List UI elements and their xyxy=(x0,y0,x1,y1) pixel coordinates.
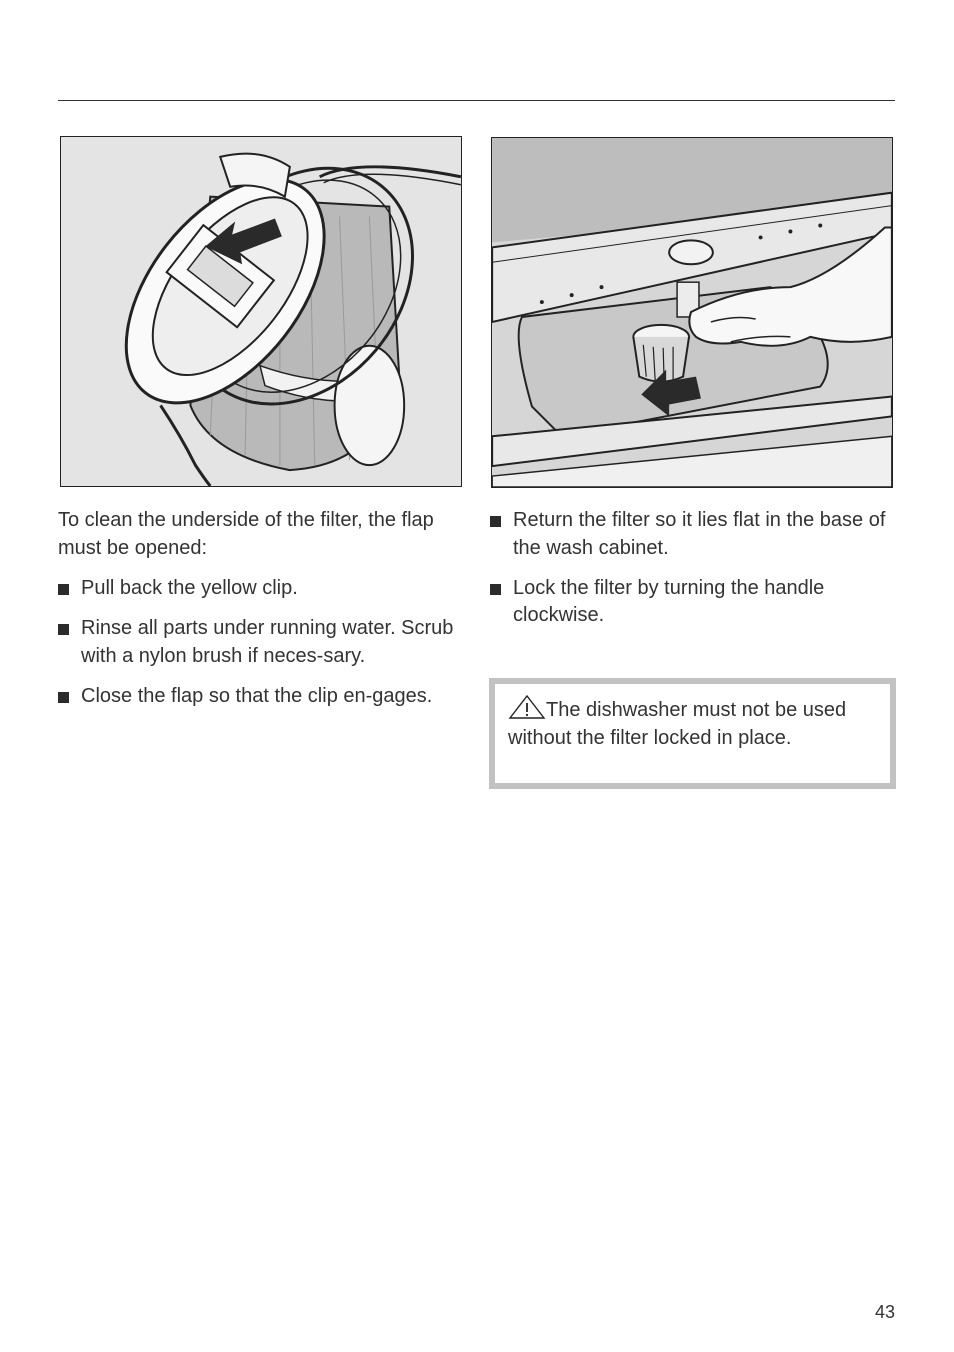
list-item: Rinse all parts under running water. Scrub with a nylon brush if neces-sary. xyxy=(58,615,458,670)
intro-text: To clean the underside of the filter, the flap must be opened: xyxy=(58,509,434,559)
left-steps-list xyxy=(58,575,458,710)
list-item: Close the flap so that the clip en-gages. xyxy=(58,683,458,711)
right-instructions xyxy=(490,507,895,642)
square-bullet-icon xyxy=(58,584,69,595)
page-number: 43 xyxy=(874,1302,895,1322)
square-bullet-icon xyxy=(490,516,501,527)
warning-triangle-icon xyxy=(508,695,546,719)
square-bullet-icon xyxy=(58,624,69,635)
square-bullet-icon xyxy=(58,692,69,703)
list-item: Lock the filter by turning the handle clockwise. xyxy=(490,575,895,630)
filter-lock-illustration xyxy=(491,137,893,488)
square-bullet-icon xyxy=(490,584,501,595)
right-steps-list xyxy=(490,507,895,630)
list-item: Pull back the yellow clip. xyxy=(58,575,458,603)
warning-text: The dishwasher must not be used without the filter locked in place. xyxy=(508,699,847,749)
filter-flap-illustration xyxy=(60,136,462,487)
list-item: Return the filter so it lies flat in the base of the wash cabinet. xyxy=(490,507,895,562)
left-instructions xyxy=(58,507,458,723)
warning-box xyxy=(489,678,896,789)
header-rule xyxy=(58,100,895,101)
